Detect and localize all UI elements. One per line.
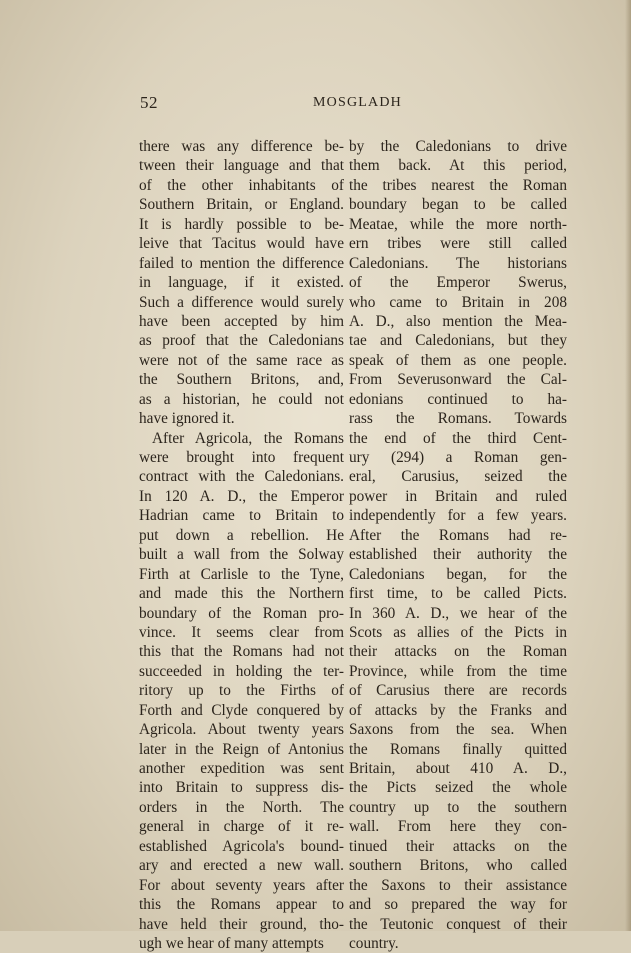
text-line: this the Romans appear to [139,896,344,914]
text-line: of the Emperor Swerus, [349,274,567,292]
text-line: wall. From here they con- [349,818,567,836]
text-line: in language, if it existed. [139,274,344,292]
text-line: and so prepared the way for [349,896,567,914]
text-line: were not of the same race as [139,351,344,369]
text-line: established their authority the [349,546,567,564]
text-line: For about seventy years after [139,876,344,894]
text-line: In 120 A. D., the Emperor [139,487,344,505]
text-line: as proof that the Caledonians [139,332,344,350]
text-line: another expedition was sent [139,760,344,777]
right-text-column [349,137,567,953]
text-line: Meatae, while the more north- [349,215,567,233]
text-line: After Agricola, the Romans [152,429,344,447]
text-line: of Carusius there are records [349,682,567,700]
text-line: the Romans finally quitted [349,740,567,758]
page-number: 52 [140,93,158,112]
text-line: put down a rebellion. He [139,526,344,544]
text-line: Caledonians. The historians [349,254,567,272]
text-line: country. [349,934,399,952]
text-line: southern Britons, who called [349,857,567,875]
left-text-column [139,137,344,953]
text-line: this that the Romans had not [139,643,344,661]
text-line: succeeded in holding the ter- [139,662,344,680]
text-line: Forth and Clyde conquered by [139,701,344,719]
text-line: Province, while from the time [349,662,567,680]
text-line: the tribes nearest the Roman [349,176,567,194]
text-line: general in charge of it re- [139,818,344,836]
text-line: Firth at Carlisle to the Tyne, [139,565,344,583]
text-line: Agricola. About twenty years [139,721,344,739]
text-line: first time, to be called Picts. [349,585,567,603]
text-line: Caledonians began, for the [349,565,567,583]
text-line: their attacks on the Roman [349,643,567,661]
text-line: Britain, about 410 A. D., [349,760,567,777]
text-line: have ignored it. [139,410,235,428]
text-line: of the other inhabitants of [139,176,344,194]
text-line: the end of the third Cent- [349,429,567,447]
text-line: rass the Romans. Towards [349,410,567,428]
text-line: country up to the southern [349,798,567,816]
text-line: have been accepted by him [139,312,344,330]
text-line: there was any difference be- [139,138,344,155]
text-line: ern tribes were still called [349,235,567,253]
text-line: independently for a few years. [349,507,567,525]
text-line: ary and erected a new wall. [139,857,344,875]
text-line: In 360 A. D., we hear of the [349,604,567,622]
text-line: Scots as allies of the Picts in [349,623,567,641]
text-line: After the Romans had re- [349,526,567,544]
text-line: them back. At this period, [349,157,567,175]
text-line: of attacks by the Franks and [349,701,567,719]
text-line: Saxons from the sea. When [349,721,567,739]
text-line: speak of them as one people. [349,351,567,369]
text-line: tinued their attacks on the [349,837,567,855]
text-line: built a wall from the Solway [139,546,344,564]
text-line: the Picts seized the whole [349,779,567,797]
text-line: the Saxons to their assistance [349,876,567,894]
text-line: ritory up to the Firths of [139,682,344,700]
text-line: Southern Britain, or England. [139,196,344,214]
text-line: power in Britain and ruled [349,487,567,505]
text-line: failed to mention the difference [139,254,344,272]
text-line: the Teutonic conquest of their [349,915,567,933]
text-line: boundary of the Roman pro- [139,604,344,622]
text-line: From Severusonward the Cal- [349,371,567,389]
text-line: leive that Tacitus would have [139,235,344,253]
text-line: by the Caledonians to drive [349,138,567,155]
text-line: eral, Carusius, seized the [349,468,567,486]
text-line: ury (294) a Roman gen- [349,449,567,466]
text-line: have held their ground, tho- [139,915,344,933]
text-line: established Agricola's bound- [139,837,344,855]
text-line: who came to Britain in 208 [349,293,567,311]
text-line: boundary began to be called [349,196,567,214]
text-line: the Southern Britons, and, [139,371,344,389]
text-line: ugh we hear of many attempts [139,934,324,952]
text-line: Hadrian came to Britain to [139,507,344,525]
text-line: edonians continued to ha- [349,390,567,408]
text-line: It is hardly possible to be- [139,215,344,233]
text-line: contract with the Caledonians. [139,468,344,486]
text-line: A. D., also mention the Mea- [349,312,567,330]
running-title: MOSGLADH [313,95,402,110]
text-line: tae and Caledonians, but they [349,332,567,350]
text-line: vince. It seems clear from [139,623,344,641]
text-line: as a historian, he could not [139,390,344,408]
text-line: Such a difference would surely [139,293,344,311]
text-line: were brought into frequent [139,449,344,466]
text-line: orders in the North. The [139,798,344,816]
text-line: and made this the Northern [139,585,344,603]
text-line: tween their language and that [139,157,344,175]
text-line: later in the Reign of Antonius [139,740,344,758]
text-line: into Britain to suppress dis- [139,779,344,797]
page-header [140,93,488,115]
